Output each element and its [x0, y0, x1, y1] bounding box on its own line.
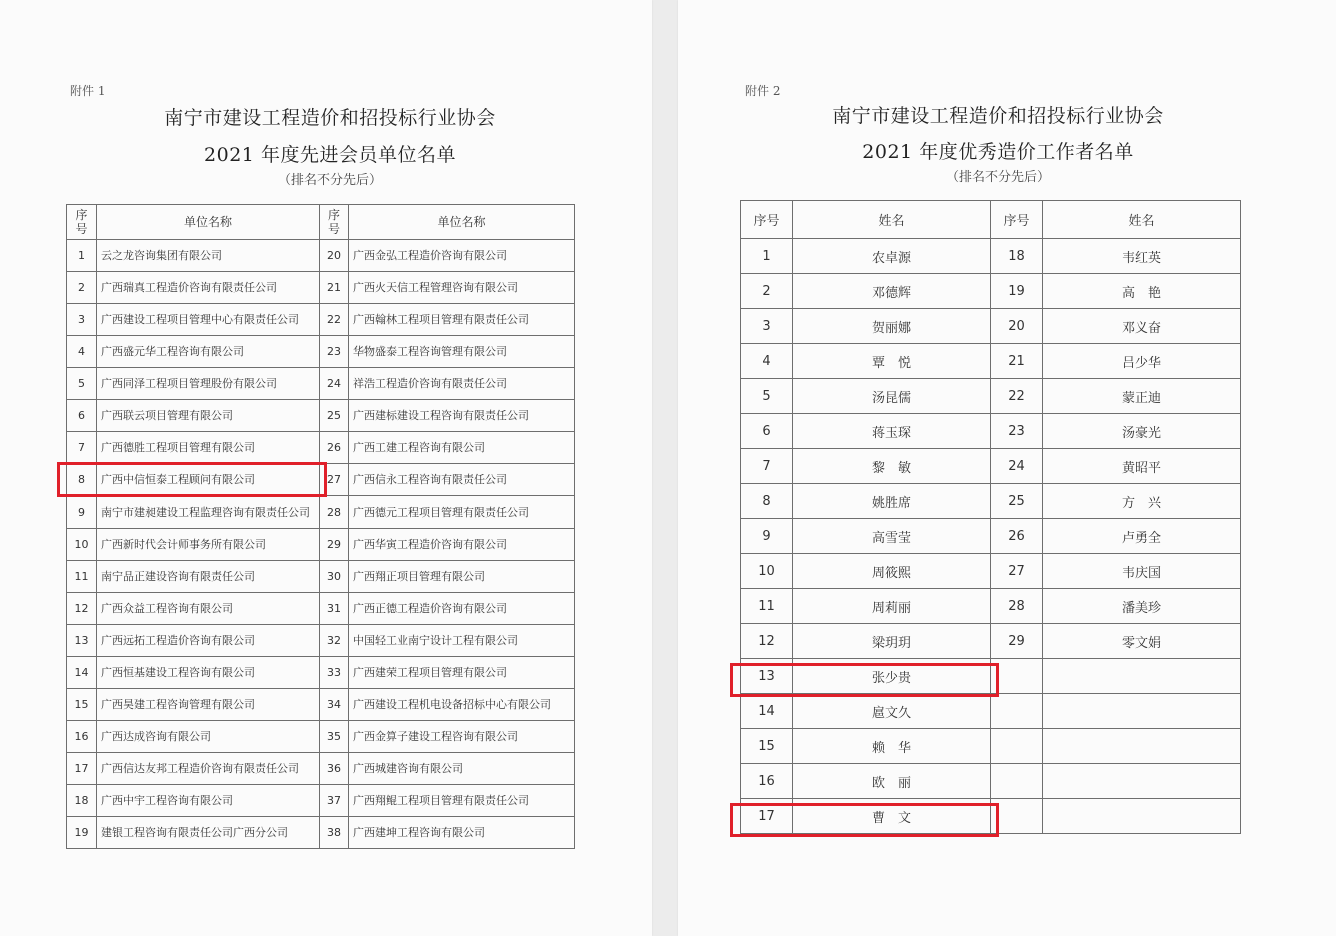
table-row: [67, 593, 575, 625]
row-number: 23: [991, 414, 1043, 449]
row-number: 20: [991, 309, 1043, 344]
person-name: 潘美珍: [1043, 589, 1241, 624]
table-header-row: [67, 205, 575, 240]
unit-name: 广西德胜工程项目管理有限公司: [97, 432, 320, 464]
person-name: 韦红英: [1043, 239, 1241, 274]
table-row: [67, 304, 575, 336]
table-row: [741, 449, 1241, 484]
table-row: [67, 400, 575, 432]
person-name: 邓德辉: [793, 274, 991, 309]
person-name: [1043, 729, 1241, 764]
highlight-box: [730, 803, 999, 837]
row-number: 17: [67, 753, 97, 785]
unit-name: 广西信永工程咨询有限责任公司: [349, 464, 575, 496]
person-name: 周筱熙: [793, 554, 991, 589]
row-number: [991, 694, 1043, 729]
row-number: 3: [741, 309, 793, 344]
unit-name: 广西翔鲲工程项目管理有限责任公司: [349, 785, 575, 817]
unit-name: 云之龙咨询集团有限公司: [97, 240, 320, 272]
unit-name: 广西火天信工程管理咨询有限公司: [349, 272, 575, 304]
table-row: [741, 484, 1241, 519]
row-number: 6: [741, 414, 793, 449]
row-number: 18: [991, 239, 1043, 274]
person-name: 吕少华: [1043, 344, 1241, 379]
person-name: 卢勇全: [1043, 519, 1241, 554]
person-name: [1043, 764, 1241, 799]
row-number: 23: [320, 336, 349, 368]
row-number: 2: [741, 274, 793, 309]
workers-table: [740, 200, 1241, 834]
row-number: 18: [67, 785, 97, 817]
unit-name: 广西瑞真工程造价咨询有限责任公司: [97, 272, 320, 304]
row-number: 26: [991, 519, 1043, 554]
row-number: 37: [320, 785, 349, 817]
person-name: 欧 丽: [793, 764, 991, 799]
unit-name: 华物盛泰工程咨询管理有限公司: [349, 336, 575, 368]
table-header-row: [741, 201, 1241, 239]
person-name: 覃 悦: [793, 344, 991, 379]
person-name: [1043, 659, 1241, 694]
person-name: 梁玥玥: [793, 624, 991, 659]
table-row: [741, 624, 1241, 659]
row-number: 4: [67, 336, 97, 368]
unit-name: 广西建设工程机电设备招标中心有限公司: [349, 689, 575, 721]
unit-name: 广西华寅工程造价咨询有限公司: [349, 529, 575, 561]
unit-name: 广西达成咨询有限公司: [97, 721, 320, 753]
person-name: 零文娟: [1043, 624, 1241, 659]
header-unit-name: 单位名称: [349, 205, 575, 240]
row-number: 4: [741, 344, 793, 379]
unit-name: 广西昊建工程咨询管理有限公司: [97, 689, 320, 721]
row-number: 2: [67, 272, 97, 304]
unit-name: 广西德元工程项目管理有限责任公司: [349, 496, 575, 529]
row-number: 8: [67, 464, 97, 496]
row-number: 17: [741, 799, 793, 834]
row-number: 27: [320, 464, 349, 496]
table-row: [67, 657, 575, 689]
person-name: 贺丽娜: [793, 309, 991, 344]
row-number: 1: [67, 240, 97, 272]
row-number: 33: [320, 657, 349, 689]
person-name: 农卓源: [793, 239, 991, 274]
table-row: [741, 274, 1241, 309]
row-number: 10: [67, 529, 97, 561]
row-number: 30: [320, 561, 349, 593]
row-number: 10: [741, 554, 793, 589]
header-number: 序 号: [320, 205, 349, 240]
row-number: 22: [991, 379, 1043, 414]
page-subtitle-year: 2021 年度先进会员单位名单: [204, 144, 456, 166]
unit-name: 南宁市建昶建设工程监理咨询有限责任公司: [97, 496, 320, 529]
page-subtitle-year: 2021 年度优秀造价工作者名单: [862, 141, 1134, 163]
table-row: [67, 496, 575, 529]
row-number: 9: [67, 496, 97, 529]
table-row: [67, 272, 575, 304]
unit-name: 广西建荣工程项目管理有限公司: [349, 657, 575, 689]
person-name: 扈文久: [793, 694, 991, 729]
row-number: 15: [67, 689, 97, 721]
person-name: 赖 华: [793, 729, 991, 764]
unit-name: 祥浩工程造价咨询有限责任公司: [349, 368, 575, 400]
row-number: 13: [67, 625, 97, 657]
row-number: 3: [67, 304, 97, 336]
unit-name: 广西正德工程造价咨询有限公司: [349, 593, 575, 625]
row-number: 28: [320, 496, 349, 529]
row-number: 34: [320, 689, 349, 721]
table-row: [741, 344, 1241, 379]
row-number: 8: [741, 484, 793, 519]
row-number: 26: [320, 432, 349, 464]
unit-name: 南宁品正建设咨询有限责任公司: [97, 561, 320, 593]
row-number: 14: [741, 694, 793, 729]
unit-name: 广西联云项目管理有限公司: [97, 400, 320, 432]
row-number: 28: [991, 589, 1043, 624]
table-row: [67, 529, 575, 561]
page-title: 南宁市建设工程造价和招投标行业协会: [164, 107, 496, 129]
table-row: [67, 561, 575, 593]
row-number: 19: [991, 274, 1043, 309]
row-number: 25: [320, 400, 349, 432]
person-name: 张少贵: [793, 659, 991, 694]
header-person-name: 姓名: [793, 201, 991, 239]
row-number: 29: [991, 624, 1043, 659]
row-number: 27: [991, 554, 1043, 589]
person-name: 汤昆儒: [793, 379, 991, 414]
row-number: 35: [320, 721, 349, 753]
row-number: 29: [320, 529, 349, 561]
header-unit-name: 单位名称: [97, 205, 320, 240]
person-name: 周莉丽: [793, 589, 991, 624]
highlight-box: [57, 462, 327, 497]
person-name: 邓义奋: [1043, 309, 1241, 344]
unit-name: 广西建坤工程咨询有限公司: [349, 817, 575, 849]
person-name: 曹 文: [793, 799, 991, 834]
unit-name: 广西工建工程咨询有限公司: [349, 432, 575, 464]
left-page: [0, 0, 652, 936]
row-number: 5: [67, 368, 97, 400]
ranking-note: （排名不分先后）: [277, 173, 382, 188]
unit-name: 广西同泽工程项目管理股份有限公司: [97, 368, 320, 400]
right-page: [678, 0, 1336, 936]
member-units-table: [66, 204, 575, 849]
person-name: 黄昭平: [1043, 449, 1241, 484]
table-row: [67, 336, 575, 368]
table-row: [67, 240, 575, 272]
person-name: 韦庆国: [1043, 554, 1241, 589]
person-name: 黎 敏: [793, 449, 991, 484]
row-number: 16: [67, 721, 97, 753]
row-number: 20: [320, 240, 349, 272]
row-number: 36: [320, 753, 349, 785]
row-number: [991, 729, 1043, 764]
table-row: [741, 554, 1241, 589]
unit-name: 广西城建咨询有限公司: [349, 753, 575, 785]
person-name: 高雪莹: [793, 519, 991, 554]
row-number: [991, 764, 1043, 799]
page-title: 南宁市建设工程造价和招投标行业协会: [832, 105, 1164, 127]
unit-name: 广西金弘工程造价咨询有限公司: [349, 240, 575, 272]
table-row: [741, 414, 1241, 449]
row-number: 12: [741, 624, 793, 659]
row-number: 19: [67, 817, 97, 849]
row-number: 7: [741, 449, 793, 484]
table-row: [741, 239, 1241, 274]
row-number: 25: [991, 484, 1043, 519]
unit-name: 广西中宇工程咨询有限公司: [97, 785, 320, 817]
table-row: [67, 753, 575, 785]
row-number: 31: [320, 593, 349, 625]
person-name: 蒙正迪: [1043, 379, 1241, 414]
row-number: 13: [741, 659, 793, 694]
person-name: 高 艳: [1043, 274, 1241, 309]
person-name: [1043, 799, 1241, 834]
header-person-name: 姓名: [1043, 201, 1241, 239]
row-number: 1: [741, 239, 793, 274]
ranking-note: （排名不分先后）: [945, 170, 1050, 185]
table-row: [741, 519, 1241, 554]
highlight-box: [730, 663, 999, 697]
attachment-label: 附件 2: [745, 84, 781, 98]
attachment-label: 附件 1: [70, 84, 106, 98]
person-name: 姚胜席: [793, 484, 991, 519]
unit-name: 广西翰林工程项目管理有限责任公司: [349, 304, 575, 336]
table-row: [741, 309, 1241, 344]
row-number: 24: [991, 449, 1043, 484]
unit-name: 中国轻工业南宁设计工程有限公司: [349, 625, 575, 657]
table-row: [67, 721, 575, 753]
header-number: 序号: [741, 201, 793, 239]
table-row: [741, 379, 1241, 414]
unit-name: 建银工程咨询有限责任公司广西分公司: [97, 817, 320, 849]
row-number: 21: [991, 344, 1043, 379]
table-row: [67, 689, 575, 721]
row-number: 7: [67, 432, 97, 464]
unit-name: 广西金算子建设工程咨询有限公司: [349, 721, 575, 753]
unit-name: 广西建标建设工程咨询有限责任公司: [349, 400, 575, 432]
row-number: 38: [320, 817, 349, 849]
row-number: 6: [67, 400, 97, 432]
header-number: 序号: [991, 201, 1043, 239]
row-number: 9: [741, 519, 793, 554]
person-name: 方 兴: [1043, 484, 1241, 519]
unit-name: 广西盛元华工程咨询有限公司: [97, 336, 320, 368]
table-row: [741, 729, 1241, 764]
table-row: [67, 785, 575, 817]
table-row: [67, 432, 575, 464]
unit-name: 广西恒基建设工程咨询有限公司: [97, 657, 320, 689]
unit-name: 广西翔正项目管理有限公司: [349, 561, 575, 593]
person-name: 蒋玉琛: [793, 414, 991, 449]
row-number: 24: [320, 368, 349, 400]
table-row: [67, 368, 575, 400]
table-row: [67, 625, 575, 657]
table-row: [741, 694, 1241, 729]
unit-name: 广西新时代会计师事务所有限公司: [97, 529, 320, 561]
table-row: [67, 817, 575, 849]
row-number: 5: [741, 379, 793, 414]
unit-name: 广西信达友邦工程造价咨询有限责任公司: [97, 753, 320, 785]
row-number: 21: [320, 272, 349, 304]
row-number: 14: [67, 657, 97, 689]
row-number: 11: [741, 589, 793, 624]
unit-name: 广西众益工程咨询有限公司: [97, 593, 320, 625]
table-row: [741, 589, 1241, 624]
row-number: 12: [67, 593, 97, 625]
table-row: [741, 764, 1241, 799]
row-number: 32: [320, 625, 349, 657]
unit-name: 广西远拓工程造价咨询有限公司: [97, 625, 320, 657]
row-number: 11: [67, 561, 97, 593]
unit-name: 广西建设工程项目管理中心有限责任公司: [97, 304, 320, 336]
person-name: 汤豪光: [1043, 414, 1241, 449]
row-number: 16: [741, 764, 793, 799]
row-number: 22: [320, 304, 349, 336]
row-number: 15: [741, 729, 793, 764]
unit-name: 广西中信恒泰工程顾问有限公司: [97, 464, 320, 496]
header-number: 序 号: [67, 205, 97, 240]
person-name: [1043, 694, 1241, 729]
